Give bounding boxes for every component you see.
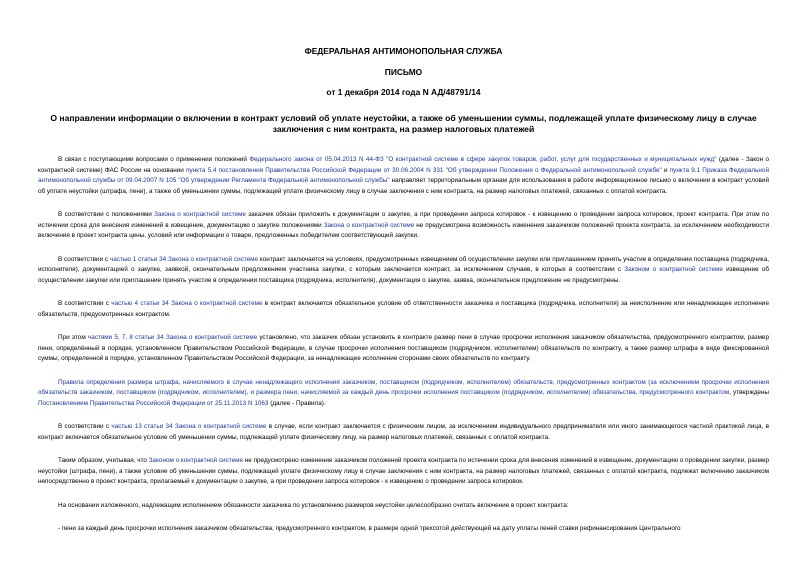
paragraph <box>38 210 769 242</box>
paragraph-text: (далее - Правила). <box>268 399 326 407</box>
document-type: ПИСЬМО <box>384 67 423 77</box>
legal-reference-link[interactable]: Правила определения размера штрафа, начисляемого в случае ненадлежащего исполнения заказчиком, поставщиком (подрядчиком, исполнителем) обязательств, предусмотренных контрактом (за исключением просрочки исполнения обязательств заказчиком, поставщиком (подрядчиком, исполнителем), и размера пени, начисляемой за каждый день просрочки исполнения поставщиком (подрядчиком, исполнителем) обязательства, предусмотренного контрактом <box>38 378 769 396</box>
paragraph <box>38 378 769 410</box>
document-body <box>38 155 769 548</box>
paragraph-text: В соответствии с <box>58 300 112 307</box>
paragraph <box>38 155 769 197</box>
legal-reference-link[interactable]: пункта 5.4 постановления Правительства Российской Федерации от 30.06.2004 N 331 "Об утверждении Положения о Федеральной антимонопольной службе" <box>186 166 662 174</box>
paragraph <box>38 501 769 512</box>
paragraph-text: заказчик обязан приложить к документации о закупке, а при проведении запроса котировок - к извещению о проведении запроса котировок, проект контракта. При этом по истечении срока для внесения изменений в извещение, документацию о закупке положениями <box>38 211 769 229</box>
paragraph-text: не предусмотрена возможность изменения заказчиком положений проекта контракта, за исключением необходимости включения в проект контракта цены, условий или информации о товаре, предложенных победителем соответствующей закупки. <box>38 221 769 239</box>
paragraph-text: установлено, что заказчик обязан установить в контракте размер пени в случае просрочки исполнения заказчиком обязательства, предусмотренного контрактом, размер пени, определённый в порядке, установленном Правительством Российской Федерации, в случае просрочки исполнения поставщиком (подрядчиком, исполнителем) обязательств по контракту, а также размер штрафа в виде фиксированной суммы, определенной в порядке, установленном Правительством Российской Федерации, за ненадлежащее исполнение сторонами своих обязательств по контракту. <box>38 334 769 362</box>
paragraph-text: в случае, если контракт заключается с физическим лицом, за исключением индивидуального предпринимателя или иного занимающегося частной практикой лица, в контракт включается обязательное условие об уменьшении суммы, подлежащей уплате физическому лицу, на размер налоговых платежей, связанных с оплатой контракта. <box>38 423 769 441</box>
legal-reference-link[interactable]: Закона о контрактной системе <box>323 221 415 229</box>
paragraph-text: При этом <box>58 334 88 341</box>
legal-reference-link[interactable]: Постановлением Правительства Российской Федерации от 25.11.2013 N 1063 <box>38 399 269 407</box>
paragraph-text: контракт заключается на условиях, предусмотренных извещением об осуществлении закупки или приглашением принять участие в определении поставщика (подрядчика, исполнителя), документацией о закупке, заявкой, окончательным предложением участника закупки, с которым заключается контракт, за исключением случаев, в которых в соответствии с <box>38 255 769 273</box>
legal-reference-link[interactable]: Законом о контрактной системе <box>624 266 723 273</box>
paragraph <box>38 333 769 365</box>
legal-reference-link[interactable]: Законом о контрактной системе <box>148 457 244 464</box>
legal-reference-link[interactable]: пункта 9.1 Приказа Федеральной антимонопольной службы от 09.04.2007 N 105 "Об утверждении Регламента Федеральной антимонопольной службы" <box>38 166 769 184</box>
legal-reference-link[interactable]: частью 4 статьи 34 Закона о контрактной системе <box>111 300 263 307</box>
legal-reference-link[interactable]: частью 1 статьи 34 Закона о контрактной системе <box>109 255 259 263</box>
document-date-number: от 1 декабря 2014 года N АД/48791/14 <box>326 87 481 97</box>
paragraph-text: На основании изложенного, надлежащим исполнением обязанности заказчика по установлению размеров неустойки целесообразно считать включение в проект контракта: <box>58 501 569 509</box>
paragraph-text: направляет территориальным органам для использования в работе информационное письмо о включении в контракт условий об уплате неустойки (штрафа, пени), а также об уменьшении суммы, подлежащей уплате физическому лицу в случае заключения с ним контракта, на размер налоговых платежей, связанных с оплатой контракта. <box>38 177 770 195</box>
paragraph-text: В соответствии с <box>58 423 112 430</box>
document-title: О направлении информации о включении в контракт условий об уплате неустойки, а также об уменьшении суммы, подлежащей уплате физическому лицу в случае заключения с ним контракта, на размер налоговых платежей <box>50 113 757 134</box>
legal-reference-link[interactable]: частями 5, 7, 8 статьи 34 Закона о контрактной системе <box>87 334 258 341</box>
paragraph <box>38 456 769 488</box>
paragraph <box>38 422 769 443</box>
paragraph-text: В связи с поступающими вопросами о применении положений <box>58 156 250 163</box>
paragraph-text: в контракт включается обязательное условие об ответственности заказчика и поставщика (подрядчика, исполнителя) за неисполнение или ненадлежащее исполнение обязательств, предусмотренных контрактом. <box>38 300 769 318</box>
legal-reference-link[interactable]: Федерального закона от 05.04.2013 N 44-ФЗ "О контрактной системе в сфере закупок товаров, работ, услуг для государственных и муниципальных нужд" <box>249 156 717 163</box>
legal-reference-link[interactable]: частью 13 статьи 34 Закона о контрактной системе <box>111 423 267 430</box>
paragraph-text: Таким образом, учитывая, что <box>58 457 149 464</box>
paragraph-text: В соответствии с <box>58 255 110 263</box>
paragraph <box>38 524 769 535</box>
paragraph-text: (далее - Закон о контрактной системе) ФАС России на основании <box>38 156 769 174</box>
paragraph-text: не предусмотрено изменение заказчиком положений проекта контракта по истечении срока для внесения изменений в извещение, документацию о проведении закупки, размер неустойки (штрафа, пени), а также условие об уменьшении суммы, подлежащей уплате физическому лицу в случае заключения с ним контракта, на размер налоговых платежей, связанных с оплатой контракта, подлежат включению заказчиком непосредственно в проект контракта, прилагаемый к документации о закупке, а при проведении запроса котировок - к извещению о проведении запроса котировок. <box>38 457 770 485</box>
paragraph <box>38 255 769 287</box>
paragraph-text: извещение об осуществлении закупки или приглашение принять участие в определении поставщика (подрядчика, исполнителя), документация о закупке, заявка, окончательное предложение не предусмотрены. <box>38 266 770 284</box>
paragraph-text: В соответствии с положениями <box>58 211 155 218</box>
legal-reference-link[interactable]: Закона о контрактной системе <box>154 211 246 218</box>
paragraph-text: - пени за каждый день просрочки исполнения заказчиком обязательства, предусмотренного контрактом, в размере одной трехсотой действующей на дату уплаты пеней ставки рефинансирования Центрального <box>58 525 681 532</box>
paragraph-text: , утверждены <box>729 389 769 396</box>
paragraph <box>38 299 769 320</box>
paragraph-text: и <box>661 166 670 174</box>
agency-name: ФЕДЕРАЛЬНАЯ АНТИМОНОПОЛЬНАЯ СЛУЖБА <box>304 46 503 56</box>
